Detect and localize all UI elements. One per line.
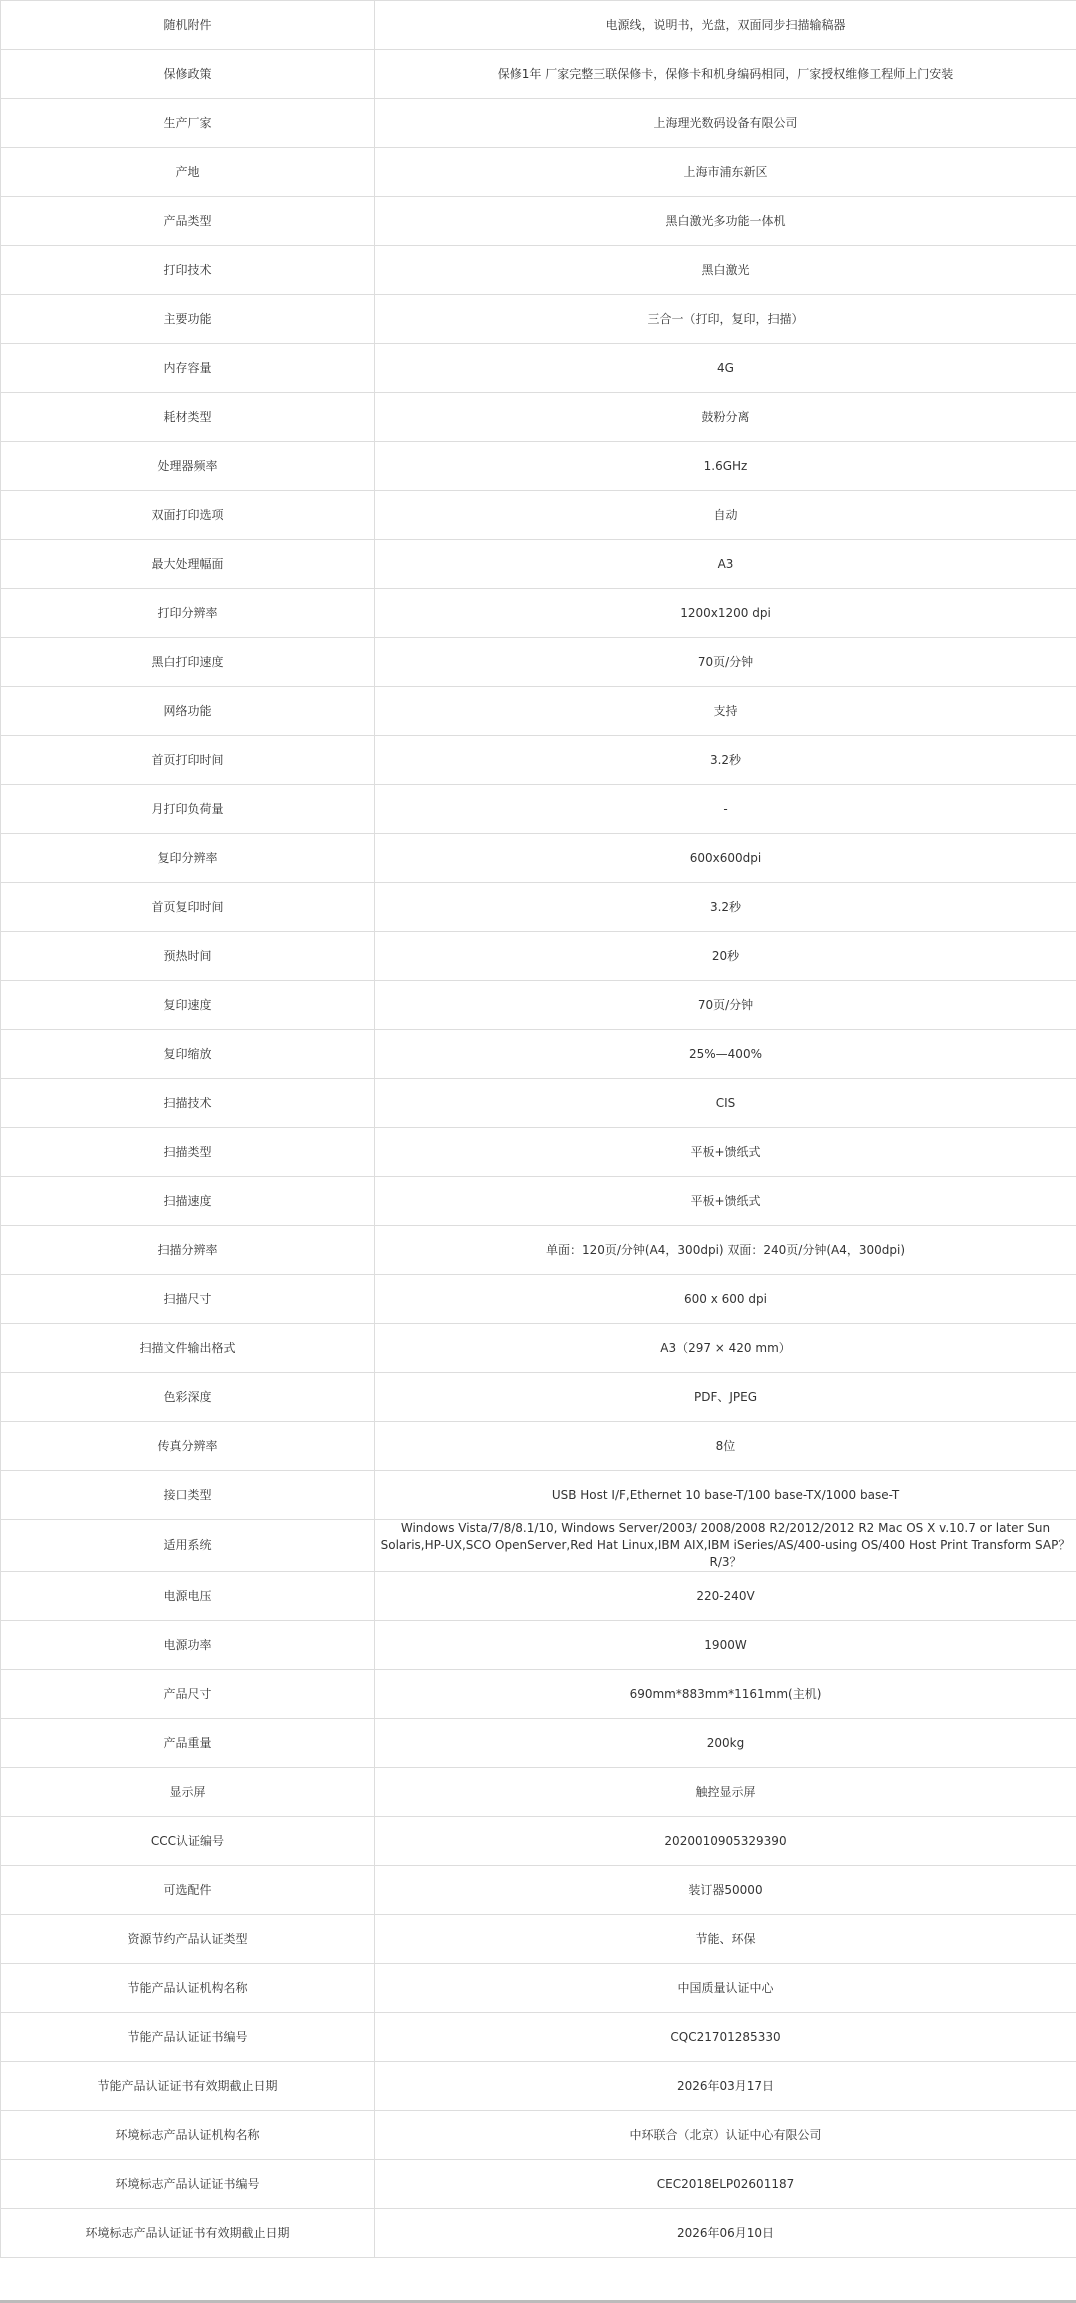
spec-value: 保修1年 厂家完整三联保修卡，保修卡和机身编码相同，厂家授权维修工程师上门安装 — [375, 50, 1076, 99]
spec-label: 首页打印时间 — [1, 736, 375, 785]
spec-value: 自动 — [375, 491, 1076, 540]
spec-table-body — [1, 1, 1076, 2258]
spec-label: 打印技术 — [1, 246, 375, 295]
spec-label: 扫描分辨率 — [1, 1226, 375, 1275]
spec-label: 最大处理幅面 — [1, 540, 375, 589]
table-row — [1, 2160, 1076, 2209]
table-row — [1, 687, 1076, 736]
spec-label: 节能产品认证机构名称 — [1, 1964, 375, 2013]
spec-label: 产地 — [1, 148, 375, 197]
spec-value: 中环联合（北京）认证中心有限公司 — [375, 2111, 1076, 2160]
spec-value: 平板+馈纸式 — [375, 1177, 1076, 1226]
spec-label: 电源功率 — [1, 1621, 375, 1670]
table-row — [1, 1275, 1076, 1324]
spec-value: 中国质量认证中心 — [375, 1964, 1076, 2013]
spec-label: CCC认证编号 — [1, 1817, 375, 1866]
spec-value: A3（297 × 420 mm） — [375, 1324, 1076, 1373]
spec-label: 预热时间 — [1, 932, 375, 981]
spec-value: 黑白激光 — [375, 246, 1076, 295]
spec-label: 扫描文件输出格式 — [1, 1324, 375, 1373]
table-row — [1, 1079, 1076, 1128]
spec-value: 黑白激光多功能一体机 — [375, 197, 1076, 246]
table-row — [1, 2062, 1076, 2111]
table-row — [1, 834, 1076, 883]
spec-value: 3.2秒 — [375, 736, 1076, 785]
spec-value: PDF、JPEG — [375, 1373, 1076, 1422]
spec-label: 内存容量 — [1, 344, 375, 393]
table-row — [1, 1030, 1076, 1079]
spec-value: 上海理光数码设备有限公司 — [375, 99, 1076, 148]
spec-value: 节能、环保 — [375, 1915, 1076, 1964]
spec-label: 保修政策 — [1, 50, 375, 99]
spec-value: 220-240V — [375, 1572, 1076, 1621]
spec-value: 70页/分钟 — [375, 981, 1076, 1030]
table-row — [1, 883, 1076, 932]
spec-label: 产品重量 — [1, 1719, 375, 1768]
spec-value: 1.6GHz — [375, 442, 1076, 491]
spec-label: 产品尺寸 — [1, 1670, 375, 1719]
spec-label: 适用系统 — [1, 1520, 375, 1572]
table-row — [1, 540, 1076, 589]
table-row — [1, 148, 1076, 197]
spec-value: 1900W — [375, 1621, 1076, 1670]
spec-label: 显示屏 — [1, 1768, 375, 1817]
spec-label: 节能产品认证证书有效期截止日期 — [1, 2062, 375, 2111]
spec-value: 2020010905329390 — [375, 1817, 1076, 1866]
spec-label: 主要功能 — [1, 295, 375, 344]
table-row — [1, 1866, 1076, 1915]
table-row — [1, 981, 1076, 1030]
spec-value: 600 x 600 dpi — [375, 1275, 1076, 1324]
table-row — [1, 2209, 1076, 2258]
spec-label: 环境标志产品认证证书编号 — [1, 2160, 375, 2209]
spec-label: 可选配件 — [1, 1866, 375, 1915]
spec-label: 扫描速度 — [1, 1177, 375, 1226]
spec-label: 首页复印时间 — [1, 883, 375, 932]
table-row — [1, 785, 1076, 834]
spec-label: 扫描技术 — [1, 1079, 375, 1128]
spec-value: 装订器50000 — [375, 1866, 1076, 1915]
spec-value: - — [375, 785, 1076, 834]
spec-label: 扫描尺寸 — [1, 1275, 375, 1324]
spec-value: 20秒 — [375, 932, 1076, 981]
table-row — [1, 1, 1076, 50]
spec-value: 200kg — [375, 1719, 1076, 1768]
spec-value: 2026年03月17日 — [375, 2062, 1076, 2111]
spec-value: 触控显示屏 — [375, 1768, 1076, 1817]
spec-label: 打印分辨率 — [1, 589, 375, 638]
spec-label: 随机附件 — [1, 1, 375, 50]
spec-label: 处理器频率 — [1, 442, 375, 491]
table-row — [1, 2013, 1076, 2062]
spec-label: 复印分辨率 — [1, 834, 375, 883]
spec-value: 1200x1200 dpi — [375, 589, 1076, 638]
spec-value: 电源线，说明书，光盘，双面同步扫描输稿器 — [375, 1, 1076, 50]
spec-value: Windows Vista/7/8/8.1/10, Windows Server/2003/ 2008/2008 R2/2012/2012 R2 Mac OS X v.10.7 or later Sun Solaris,HP-UX,SCO OpenServer,Red Hat Linux,IBM AIX,IBM iSeries/AS/400-using OS/400 Host Print Transform SAP？ R/3？ — [375, 1520, 1076, 1572]
table-row — [1, 1719, 1076, 1768]
spec-value: 70页/分钟 — [375, 638, 1076, 687]
table-row — [1, 1324, 1076, 1373]
spec-value: 三合一（打印，复印，扫描） — [375, 295, 1076, 344]
table-row — [1, 1422, 1076, 1471]
table-row — [1, 197, 1076, 246]
table-row — [1, 2111, 1076, 2160]
spec-value: 25%—400% — [375, 1030, 1076, 1079]
spec-label: 资源节约产品认证类型 — [1, 1915, 375, 1964]
table-row — [1, 295, 1076, 344]
spec-label: 网络功能 — [1, 687, 375, 736]
table-row — [1, 491, 1076, 540]
spec-value: 600x600dpi — [375, 834, 1076, 883]
spec-label: 色彩深度 — [1, 1373, 375, 1422]
spec-label: 黑白打印速度 — [1, 638, 375, 687]
spec-label: 耗材类型 — [1, 393, 375, 442]
spec-label: 产品类型 — [1, 197, 375, 246]
table-row — [1, 246, 1076, 295]
spec-value: 单面：120页/分钟(A4，300dpi) 双面：240页/分钟(A4，300dpi) — [375, 1226, 1076, 1275]
table-row — [1, 1520, 1076, 1572]
table-row — [1, 1817, 1076, 1866]
spec-value: CQC21701285330 — [375, 2013, 1076, 2062]
table-row — [1, 99, 1076, 148]
table-row — [1, 50, 1076, 99]
table-row — [1, 1373, 1076, 1422]
table-row — [1, 1226, 1076, 1275]
spec-label: 传真分辨率 — [1, 1422, 375, 1471]
table-row — [1, 1768, 1076, 1817]
spec-label: 复印速度 — [1, 981, 375, 1030]
spec-value: 平板+馈纸式 — [375, 1128, 1076, 1177]
table-row — [1, 1471, 1076, 1520]
table-row — [1, 442, 1076, 491]
spec-value: 2026年06月10日 — [375, 2209, 1076, 2258]
spec-value: 3.2秒 — [375, 883, 1076, 932]
spec-label: 环境标志产品认证证书有效期截止日期 — [1, 2209, 375, 2258]
spec-value: 支持 — [375, 687, 1076, 736]
spec-label: 月打印负荷量 — [1, 785, 375, 834]
spec-label: 环境标志产品认证机构名称 — [1, 2111, 375, 2160]
table-row — [1, 1177, 1076, 1226]
table-row — [1, 344, 1076, 393]
spec-label: 双面打印选项 — [1, 491, 375, 540]
spec-value: CEC2018ELP02601187 — [375, 2160, 1076, 2209]
table-row — [1, 1128, 1076, 1177]
spec-label: 生产厂家 — [1, 99, 375, 148]
spec-value: 4G — [375, 344, 1076, 393]
table-row — [1, 932, 1076, 981]
table-row — [1, 1915, 1076, 1964]
table-row — [1, 589, 1076, 638]
spec-label: 复印缩放 — [1, 1030, 375, 1079]
spec-value: 鼓粉分离 — [375, 393, 1076, 442]
table-row — [1, 1670, 1076, 1719]
spec-value: CIS — [375, 1079, 1076, 1128]
spec-label: 节能产品认证证书编号 — [1, 2013, 375, 2062]
spec-label: 接口类型 — [1, 1471, 375, 1520]
spec-value: 8位 — [375, 1422, 1076, 1471]
table-row — [1, 1621, 1076, 1670]
table-row — [1, 638, 1076, 687]
table-row — [1, 736, 1076, 785]
spec-value: A3 — [375, 540, 1076, 589]
spec-label: 扫描类型 — [1, 1128, 375, 1177]
spec-value: USB Host I/F,Ethernet 10 base-T/100 base-TX/1000 base-T — [375, 1471, 1076, 1520]
table-row — [1, 393, 1076, 442]
table-row — [1, 1572, 1076, 1621]
spec-label: 电源电压 — [1, 1572, 375, 1621]
spec-value: 上海市浦东新区 — [375, 148, 1076, 197]
spec-value: 690mm*883mm*1161mm(主机) — [375, 1670, 1076, 1719]
table-row — [1, 1964, 1076, 2013]
